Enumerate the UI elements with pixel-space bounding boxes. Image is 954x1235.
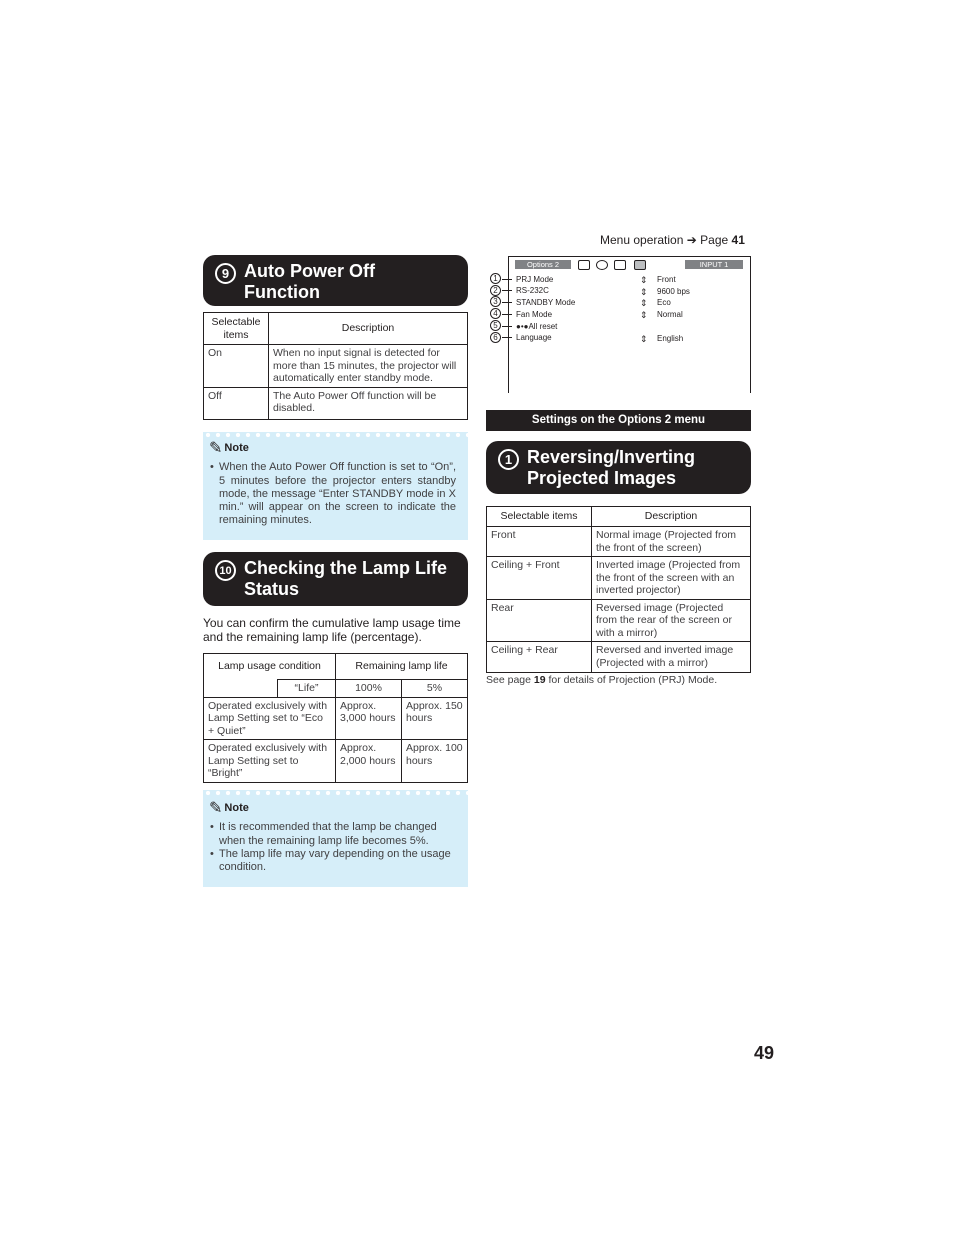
section-title-line: Function [244,282,320,302]
table-cell-item: Ceiling + Front [487,557,592,600]
note-box [203,790,468,887]
menu-reference-page-word: Page [700,233,729,247]
note-list [207,821,456,874]
menu-item-label: STANDBY Mode [516,298,576,307]
table-subheader: “Life” [278,680,336,698]
note-label: Note [224,442,249,454]
options-1-icon [614,260,626,270]
auto-power-off-table [203,312,468,420]
table-row [204,697,468,740]
note-dotted-border [203,432,468,438]
options-2-caption-bar: Settings on the Options 2 menu [486,410,751,431]
lamp-life-intro: You can confirm the cumulative lamp usage time and the remaining lamp life (percentage). [203,616,461,644]
see-page-reference [486,674,717,686]
callout-leader-line [502,290,512,291]
lamp-life-table [203,653,468,783]
callout-leader-line [502,326,512,327]
section-title-line: Projected Images [527,468,677,488]
section-9-header [203,255,468,306]
menu-item-label: Fan Mode [516,310,553,319]
projection-mode-table [486,506,751,673]
menu-item-value: Normal [657,310,683,319]
table-cell-five: Approx. 150 hours [402,697,468,740]
section-number-badge: 9 [215,263,236,284]
table-cell-five: Approx. 100 hours [402,740,468,783]
options-2-menu-screen [508,256,751,393]
callout-number: 1 [490,273,501,284]
section-title [244,558,447,600]
note-item: • The lamp life may vary depending on the usage condition. [207,848,456,875]
adjust-arrow-icon: ⇕ [640,287,648,297]
table-cell-description: The Auto Power Off function will be disabled. [269,387,468,419]
callout-leader-line [502,314,512,315]
adjust-arrow-icon: ⇕ [640,275,648,285]
table-cell-description: Reversed image (Projected from the rear of the screen or with a mirror) [592,599,751,642]
table-row [487,599,751,642]
section-title [527,447,695,489]
table-cell-item: Rear [487,599,592,642]
adjust-arrow-icon: ⇕ [640,310,648,320]
menu-item-label: RS-232C [516,286,549,295]
menu-item-value: English [657,334,684,343]
callout-leader-line [502,279,512,280]
see-page-text: See page [486,674,531,686]
menu-item-value: 9600 bps [657,287,690,296]
table-cell-description: Normal image (Projected from the front of the screen) [592,527,751,557]
section-title [244,261,375,303]
menu-item-value: Front [657,275,676,284]
see-page-text: for details of Projection (PRJ) Mode. [548,674,718,686]
table-row [487,527,751,557]
pencil-icon: ✎ [209,440,223,457]
see-page-number: 19 [533,674,546,686]
table-row [204,387,468,419]
table-cell-item: Front [487,527,592,557]
table-cell-full: Approx. 2,000 hours [336,740,402,783]
menu-operation-reference [600,233,745,247]
section-title-line: Status [244,579,300,599]
menu-item-all-reset [516,322,557,332]
fine-sync-icon [596,260,608,270]
callout-number: 3 [490,296,501,307]
table-row [204,345,468,388]
picture-menu-icon [578,260,590,270]
reset-symbol-icon: ●•● [516,322,529,331]
table-cell-description: Reversed and inverted image (Projected with a mirror) [592,642,751,673]
menu-tab-options-2: Options 2 [515,260,571,269]
pencil-icon: ✎ [209,800,223,817]
adjust-arrow-icon: ⇕ [640,298,648,308]
note-item: • It is recommended that the lamp be changed when the remaining lamp life becomes 5%. [207,821,456,848]
note-item: • When the Auto Power Off function is set to “On”, 5 minutes before the projector enters standby mode, the message “Enter STANDBY mode in X min.” will appear on the screen to indicate the remaining minutes. [207,461,456,527]
section-number-badge: 10 [215,560,236,581]
callout-leader-line [502,302,512,303]
options-2-icon [634,260,646,270]
menu-reference-text: Menu operation [600,233,684,247]
table-header: Selectable items [487,507,592,527]
table-header: Selectable items [204,313,269,345]
arrow-right-icon: ➔ [686,233,697,247]
table-cell-item: Off [204,387,269,419]
table-cell-item: Ceiling + Rear [487,642,592,673]
note-header [207,802,456,815]
note-label: Note [224,802,249,814]
table-cell-description: Inverted image (Projected from the front of the screen with an inverted projector) [592,557,751,600]
table-cell-description: When no input signal is detected for more than 15 minutes, the projector will automatically enter standby mode. [269,345,468,388]
section-title-line: Reversing/Inverting [527,447,696,467]
table-header: Remaining lamp life [336,654,468,680]
adjust-arrow-icon: ⇕ [640,334,648,344]
table-header: Lamp usage condition [204,654,336,680]
callout-leader-line [502,337,512,338]
table-row [487,557,751,600]
section-1-header [486,441,751,494]
menu-item-label: Language [516,333,552,342]
table-subheader: 100% [336,680,402,698]
table-subheader: 5% [402,680,468,698]
section-title-line: Auto Power Off [244,261,375,281]
menu-item-value: Eco [657,298,671,307]
table-header: Description [269,313,468,345]
note-box [203,432,468,540]
table-cell-full: Approx. 3,000 hours [336,697,402,740]
menu-item-label: PRJ Mode [516,275,554,284]
table-row [204,740,468,783]
menu-item-label: All reset [528,322,558,331]
table-header: Description [592,507,751,527]
table-cell-condition: Operated exclusively with Lamp Setting set to “Eco + Quiet” [204,697,336,740]
table-cell-condition: Operated exclusively with Lamp Setting set to “Bright” [204,740,336,783]
input-indicator: INPUT 1 [685,260,743,269]
page-number: 49 [754,1043,775,1063]
section-number-badge: 1 [498,449,519,470]
note-header [207,442,456,455]
note-dotted-border [203,790,468,796]
callout-number: 5 [490,320,501,331]
table-cell-empty [204,680,278,698]
callout-number: 6 [490,332,501,343]
table-cell-item: On [204,345,269,388]
note-list [207,461,456,527]
callout-number: 2 [490,285,501,296]
section-title-line: Checking the Lamp Life [244,558,448,578]
section-10-header [203,552,468,606]
table-row [487,642,751,673]
menu-reference-page-number: 41 [731,233,745,247]
callout-number: 4 [490,308,501,319]
